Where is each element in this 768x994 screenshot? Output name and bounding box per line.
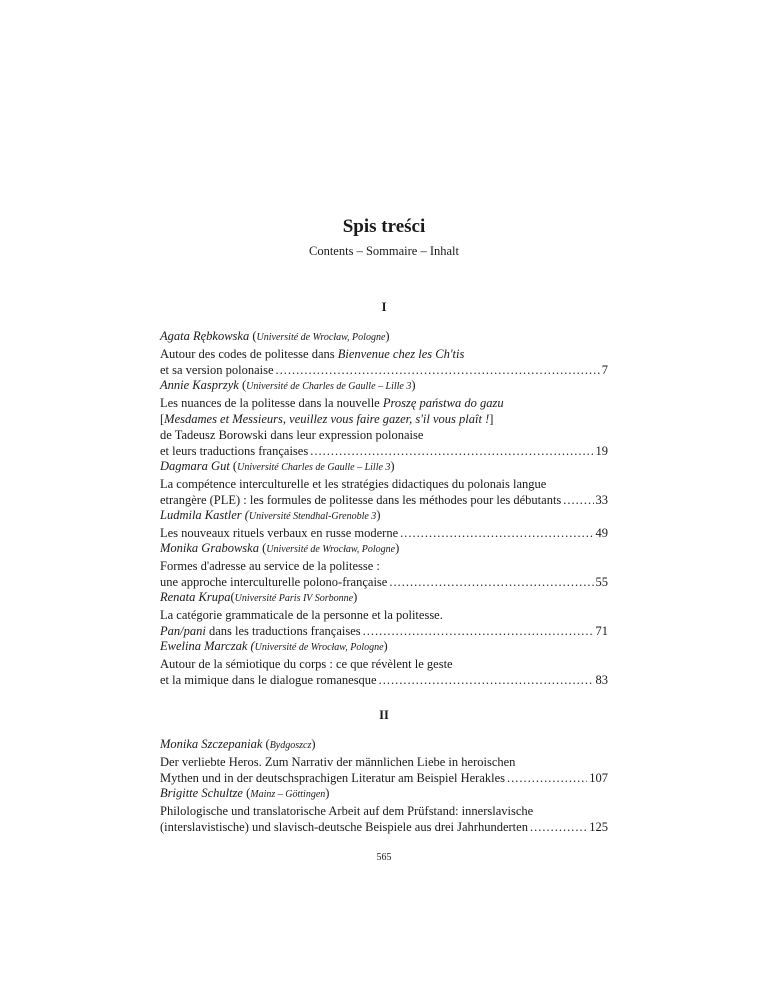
page-subtitle: Contents – Sommaire – Inhalt [309, 244, 459, 258]
dot-leader [563, 492, 593, 508]
dot-leader [310, 443, 593, 459]
entry-title-line: Autour des codes de politesse dans Bienvenue chez les Ch'tis [160, 347, 465, 361]
entry-title-line: Formes d'adresse au service de la politesse : [160, 559, 380, 573]
section-mark-2: II [379, 708, 389, 722]
toc-entry[interactable] [160, 458, 608, 508]
entry-author: Annie Kasprzyk [160, 378, 239, 392]
dot-leader [276, 362, 600, 378]
entry-title-line: La compétence interculturelle et les stratégies didactiques du polonais langue [160, 477, 547, 491]
page-number: 49 [595, 526, 608, 540]
page-number: 33 [595, 493, 608, 507]
entry-title-line: La catégorie grammaticale de la personne et la politesse. [160, 608, 443, 622]
entry-author: Monika Szczepaniak [160, 737, 263, 751]
entry-title-line: Der verliebte Heros. Zum Narrativ der männlichen Liebe in heroischen [160, 755, 516, 769]
toc-entry[interactable] [160, 377, 608, 459]
toc-entry[interactable] [160, 328, 608, 378]
page-number: 71 [595, 624, 608, 638]
entry-affiliation: Université Stendhal-Grenoble 3 [248, 511, 377, 522]
toc-entry[interactable] [160, 507, 608, 541]
dot-leader [379, 672, 594, 688]
entry-affiliation: Université Paris IV Sorbonne [234, 593, 354, 604]
entry-affiliation: Mainz – Göttingen [250, 789, 326, 800]
entry-author-line: Ewelina Marczak (Université de Wrocław, Pologne) [160, 639, 388, 653]
entry-author-line: Ludmila Kastler (Université Stendhal-Grenoble 3) [160, 508, 381, 522]
entry-leader-line: et leurs traductions françaises ..... 19 [160, 443, 608, 459]
entry-author-line: Dagmara Gut (Université Charles de Gaulle – Lille 3) [160, 459, 395, 473]
entry-leader-line: etrangère (PLE) : les formules de politesse dans les méthodes pour les débutants ..... 33 [160, 492, 608, 508]
entry-author: Brigitte Schultze [160, 786, 243, 800]
entry-author: Renata Krupa [160, 590, 231, 604]
entry-title-line: Les nuances de la politesse dans la nouvelle Proszę państwa do gazu [160, 396, 504, 410]
toc-entry[interactable] [160, 736, 608, 786]
dot-leader [389, 574, 593, 590]
footer-page-number: 565 [376, 852, 392, 863]
entry-title-line: [Mesdames et Messieurs, veuillez vous faire gazer, s'il vous plaît !] [160, 412, 494, 426]
entry-author: Agata Rębkowska [160, 329, 250, 343]
entry-leader-line: Mythen und in der deutschsprachigen Literatur am Beispiel Herakles ..... 107 [160, 770, 608, 786]
entry-affiliation: Université de Wrocław, Pologne [254, 642, 384, 653]
entry-author-line: Renata Krupa(Université Paris IV Sorbonne) [160, 590, 358, 604]
entry-title-line: Autour de la sémiotique du corps : ce que révèlent le geste [160, 657, 453, 671]
page-number: 83 [595, 673, 608, 687]
entry-affiliation: Bydgoszcz [269, 740, 312, 751]
entry-leader-line: et sa version polonaise ..... 7 [160, 362, 608, 378]
page-number: 7 [601, 363, 608, 377]
entry-affiliation: Université de Wrocław, Pologne [266, 544, 396, 555]
toc-entry[interactable] [160, 785, 608, 835]
page-number: 125 [589, 820, 608, 834]
toc-entry[interactable] [160, 638, 608, 688]
entry-title-italic: Bienvenue chez les Ch'tis [337, 347, 465, 361]
toc-entry[interactable] [160, 540, 608, 590]
entry-author: Ewelina Marczak [160, 639, 248, 653]
dot-leader [530, 819, 587, 835]
page-number: 19 [595, 444, 608, 458]
entry-leader-line: Pan/pani dans les traductions françaises ..... 71 [160, 623, 608, 639]
section-mark-1: I [381, 300, 387, 314]
page-title: Spis treści [342, 216, 426, 237]
entry-author-line: Agata Rębkowska (Université de Wrocław, Pologne) [160, 329, 390, 343]
entry-author: Ludmila Kastler [160, 508, 242, 522]
entry-author: Dagmara Gut [160, 459, 230, 473]
entry-affiliation: Université de Charles de Gaulle – Lille 3 [246, 381, 412, 392]
entry-author-line: Monika Szczepaniak (Bydgoszcz) [160, 737, 316, 751]
dot-leader [363, 623, 594, 639]
entry-author-line: Annie Kasprzyk (Université de Charles de Gaulle – Lille 3) [160, 378, 416, 392]
page-number: 107 [589, 771, 608, 785]
entry-author-line: Brigitte Schultze (Mainz – Göttingen) [160, 786, 330, 800]
entry-author-line: Monika Grabowska (Université de Wrocław, Pologne) [160, 541, 400, 555]
entry-leader-line: et la mimique dans le dialogue romanesque ..... 83 [160, 672, 608, 688]
entry-leader-line: une approche interculturelle polono-française ..... 55 [160, 574, 608, 590]
entry-affiliation: Université Charles de Gaulle – Lille 3 [237, 462, 391, 473]
entry-affiliation: Université de Wrocław, Pologne [256, 332, 386, 343]
entry-title-line: de Tadeusz Borowski dans leur expression polonaise [160, 428, 424, 442]
entry-leader-line: (interslavistische) und slavisch-deutsche Beispiele aus drei Jahrhunderten ..... 125 [160, 819, 608, 835]
entry-title-line: Philologische und translatorische Arbeit auf dem Prüfstand: innerslavische [160, 804, 534, 818]
toc-entry[interactable] [160, 589, 608, 639]
dot-leader [507, 770, 587, 786]
page-number: 55 [595, 575, 608, 589]
entry-leader-line: Les nouveaux rituels verbaux en russe moderne ..... 49 [160, 525, 608, 541]
entry-author: Monika Grabowska [160, 541, 259, 555]
dot-leader [400, 525, 593, 541]
